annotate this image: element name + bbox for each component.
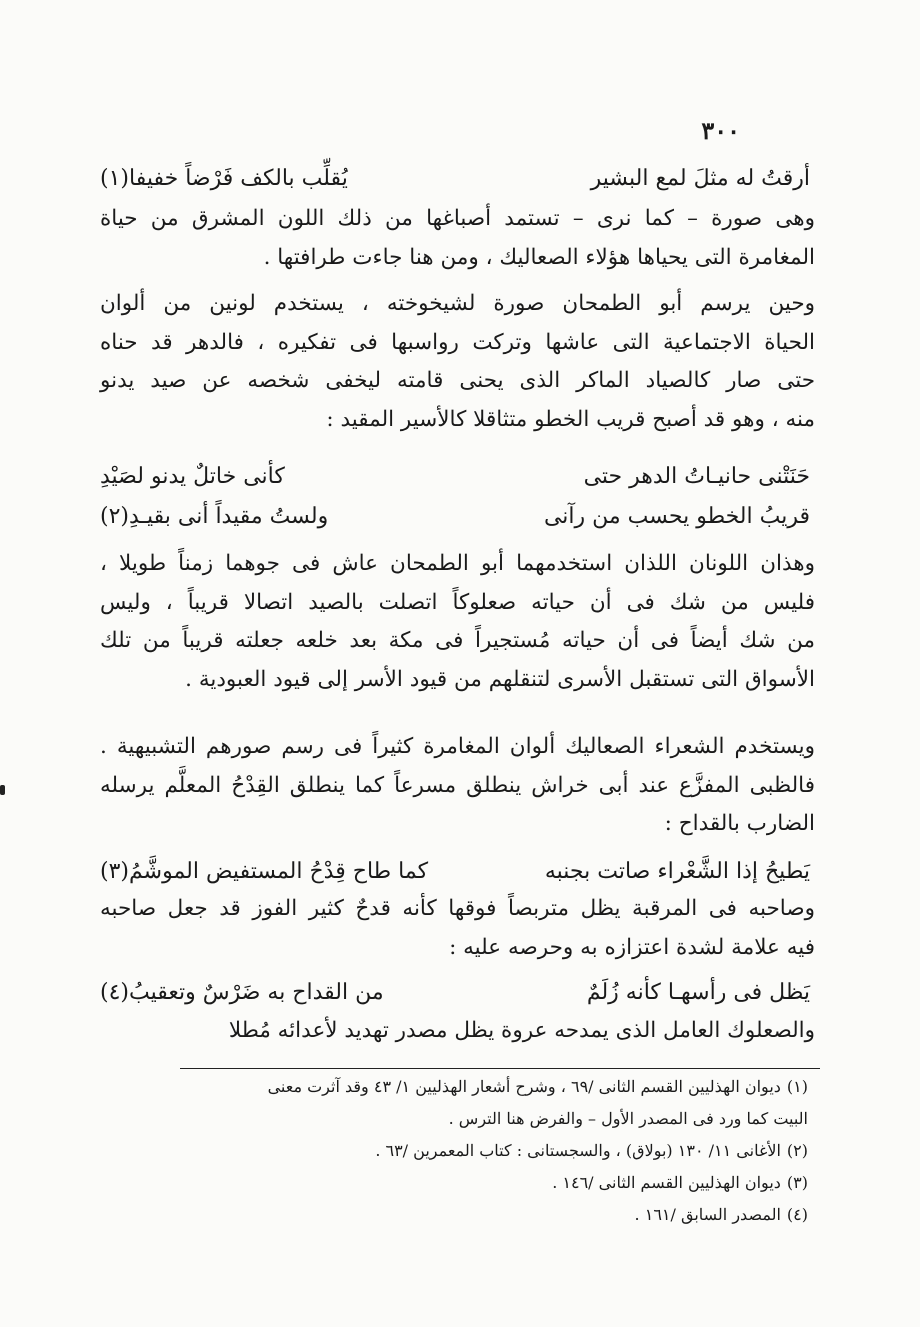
footnote-number: (٣) <box>786 1173 808 1192</box>
footnote-text: البيت كما ورد فى المصدر الأول – والفرض هنا الترس . <box>448 1109 808 1128</box>
text-line: وهى صورة – كما نرى – تستمد أصباغها من ذلك اللون المشرق من حياة <box>100 206 815 231</box>
footnote <box>100 1200 808 1230</box>
text-line: من شك أيضاً فى أن حياته مُستجيراً فى مكة بعد خلعه جعلته قريباً من تلك <box>100 628 815 653</box>
paragraph <box>100 545 815 699</box>
verse-line <box>100 853 810 891</box>
footnote-number: (٤) <box>786 1205 808 1224</box>
text-line: والصعلوك العامل الذى يمدحه عروة يظل مصدر تهديد لأعدائه مُطلا <box>228 1018 815 1043</box>
verse-second-hemistich: من القداح به ضَرْسٌ وتعقيبُ(٤) <box>100 980 384 1005</box>
footnote <box>100 1136 808 1166</box>
paragraph <box>100 200 815 277</box>
verse-first-hemistich: أرقتُ له مثلَ لمع البشير <box>590 166 810 191</box>
text-line: المغامرة التى يحياها هؤلاء الصعاليك ، ومن هنا جاءت طرافتها . <box>263 244 815 270</box>
paragraph <box>100 1012 815 1051</box>
footnote-text: المصدر السابق /١٦١ . <box>634 1205 781 1224</box>
text-line: الأسواق التى تستقبل الأسرى لتنقلهم من قيود الأسر إلى قيود العبودية . <box>185 666 815 692</box>
verse-line <box>100 458 810 496</box>
page-number: ٣٠٠ <box>701 116 740 145</box>
verse-first-hemistich: قريبُ الخطو يحسب من رآنى <box>543 504 810 529</box>
footnote-text: ديوان الهذليين القسم الثانى /٦٩ ، وشرح أشعار الهذليين ١/ ٤٣ وقد آثرت معنى <box>267 1077 781 1096</box>
paragraph <box>100 890 815 967</box>
text-line: الحياة الاجتماعية التى عاشها وتركت رواسبها فى تفكيره ، فالدهر قد حناه <box>100 329 815 355</box>
footnote <box>100 1072 808 1102</box>
verse-first-hemistich: حَنَتْنى حانيـاتُ الدهر حتى <box>583 464 810 489</box>
verse-line <box>100 498 810 536</box>
verse-line <box>100 974 810 1012</box>
verse-second-hemistich: ولستُ مقيداً أنى بقيـدِ(٢) <box>100 504 329 529</box>
footnote-text: الأغانى ١١/ ١٣٠ (بولاق) ، والسجستانى : كتاب المعمرين /٦٣ . <box>375 1141 781 1160</box>
text-line: حتى صار كالصياد الماكر الذى يحنى قامته ليخفى شخصه عن صيد يدنو <box>100 368 815 393</box>
verse-first-hemistich: يَطيحُ إذا الشَّعْراء صاتت بجنبه <box>544 859 810 884</box>
margin-mark <box>0 785 5 795</box>
text-line: فالظبى المفزَّع عند أبى خراش ينطلق مسرعاً كما ينطلق القِدْحُ المعلَّم يرسله <box>100 772 815 798</box>
paragraph <box>100 728 815 844</box>
footnote-number: (١) <box>786 1077 808 1096</box>
text-line: وحين يرسم أبو الطمحان صورة لشيخوخته ، يستخدم لونين من ألوان <box>100 291 815 316</box>
verse-first-hemistich: يَظل فى رأسهـا كأنه زُلَمٌ <box>586 980 810 1005</box>
verse-second-hemistich: يُقلِّب بالكف فَرْضاً خفيفا(١) <box>100 166 348 191</box>
verse-second-hemistich: كما طاح قِدْحُ المستفيض الموشَّمُ(٣) <box>100 859 429 884</box>
text-line: وصاحبه فى المرقبة يظل متربصاً فوقها كأنه قدحٌ كثير الفوز قد جعل صاحبه <box>100 896 815 921</box>
text-line: فيه علامة لشدة اعتزازه به وحرصه عليه : <box>449 934 815 960</box>
footnote-separator <box>180 1068 820 1069</box>
footnote-text: ديوان الهذليين القسم الثانى /١٤٦ . <box>552 1173 781 1192</box>
footnote <box>100 1168 808 1198</box>
verse-second-hemistich: كأنى خاتلٌ يدنو لصَيْدِ <box>100 464 285 489</box>
footnote <box>100 1104 808 1134</box>
text-line: ويستخدم الشعراء الصعاليك ألوان المغامرة كثيراً فى رسم صورهم التشبيهية . <box>100 734 815 759</box>
paragraph <box>100 285 815 439</box>
text-line: وهذان اللونان اللذان استخدمهما أبو الطمحان عاش فى جوهما زمناً طويلا ، <box>100 551 815 576</box>
text-line: منه ، وهو قد أصبح قريب الخطو متثاقلا كالأسير المقيد : <box>326 406 815 432</box>
text-line: فليس من شك فى أن حياته صعلوكاً اتصلت بالصيد اتصالا قريباً ، وليس <box>100 589 815 615</box>
text-line: الضارب بالقداح : <box>664 811 815 836</box>
footnote-number: (٢) <box>786 1141 808 1160</box>
verse-line <box>100 160 810 198</box>
